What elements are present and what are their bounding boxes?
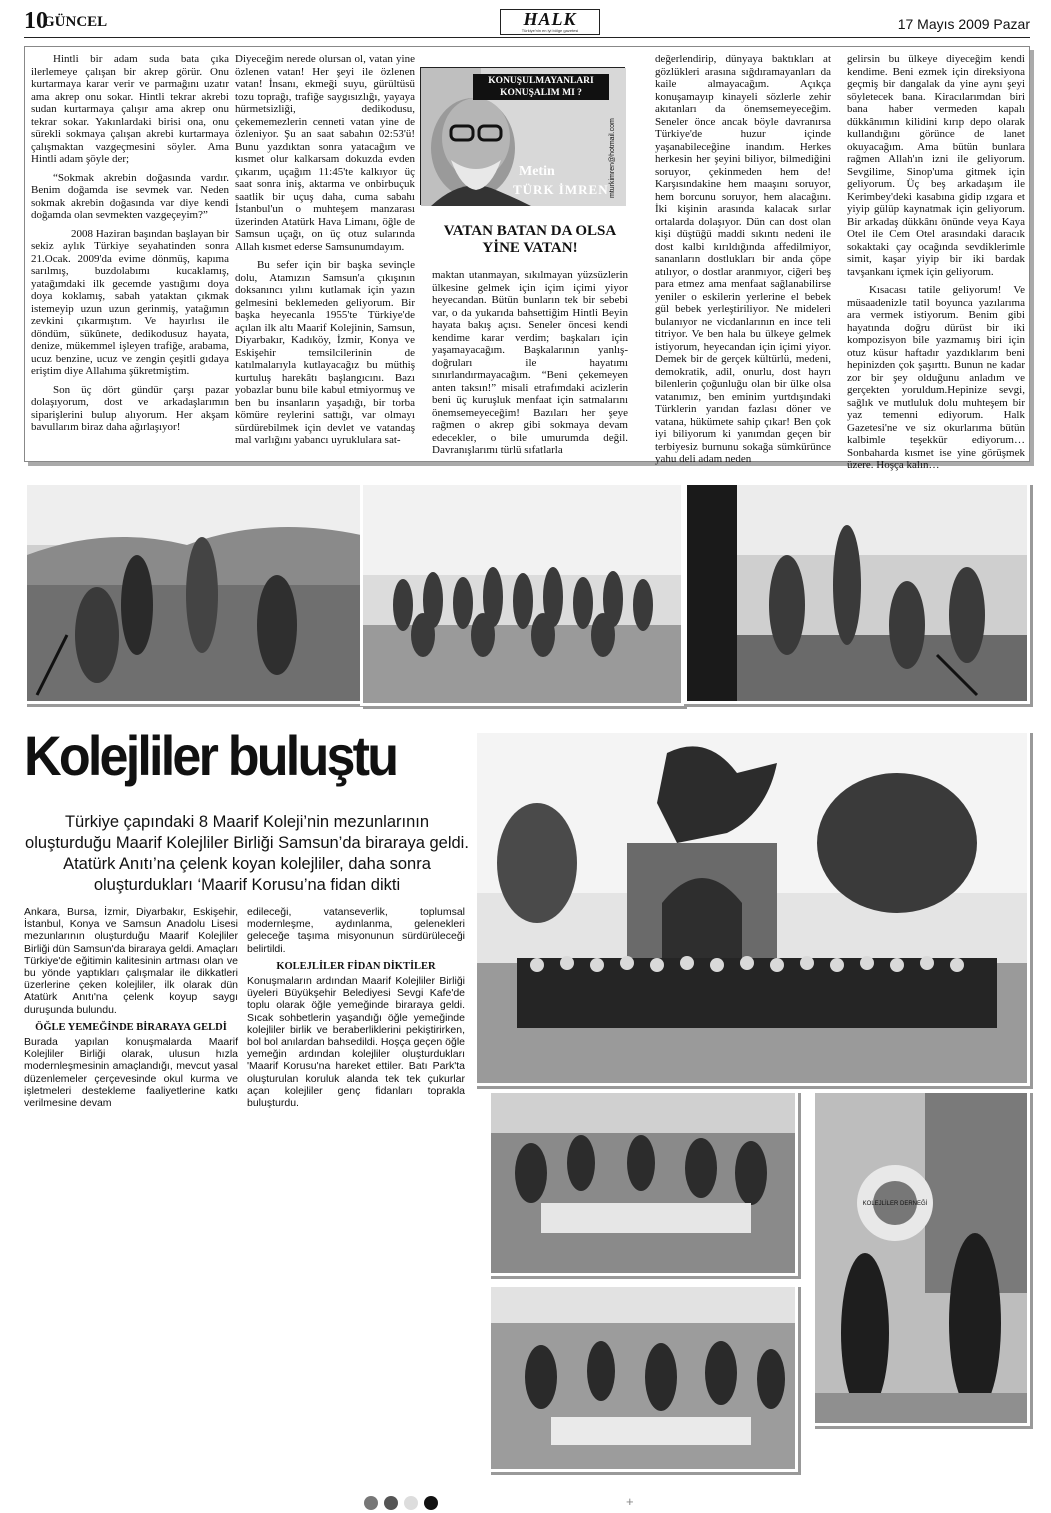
logo-name: HALK — [523, 9, 577, 29]
section-name: GÜNCEL — [43, 14, 108, 30]
paragraph: Kısacası tatile geliyorum! Ve müsaadenizle tatil boyunca yazılarıma ara vermek istiyorum. Benim gibi hayatında doğru dürüst bir iki kompozisyon bile yazmamış biri için otuz küsur haftadır yazdıklarım beni hepinizden çok şaşırttı. Bunun ne kadar zor bir şey olduğunu anladım ve gerçekten yoruldum.Hepinize sevgi, sağlık ve mutluluk dolu muhteşem bir yaz temenni ediyorum. Halk Gazetesi'ne ve siz okurlarıma bütün kalbimle teşekkür ediyorum… Sonbaharda kısmet ise yine görüşmek üzere. Hoşça kalın… — [847, 284, 1025, 471]
paragraph: Konuşmaların ardından Maarif Kolejliler Birliği üyeleri Büyükşehir Belediyesi Sevgi Kafe'de toplu olarak öğle yemeğinde biraraya geldi. Sıcak sohbetlerin yaşandığı öğle yemeğinde kolejliler birlik ve beraberliklerini pekiştirirken, bol bol anılardan bahsedildi. Hoşça geçen öğle yemeğin ardından kolejliler oluşturdukları 'Maarif Korusu'na hareket ettiler. Batı Park'ta oluşturulan koruluk alanda tek tek çukurlar açan kolejliler genç fidanları toprakla buluşturdu. — [247, 975, 465, 1110]
paragraph: Burada yapılan konuşmalarda Maarif Kolejliler Birliği olarak, ulusun hızla modernleşmesinin amaçlandığı, mevcut yasal düzenlemeler çerçevesinde okul kurma ve işletmeleri destekleme faaliyetlerine katkı verilmesine devam — [24, 1036, 238, 1110]
subsection-heading: KOLEJLİLER FİDAN DİKTİLER — [276, 960, 436, 972]
author-last-name: TÜRK İMREN — [513, 182, 609, 197]
dot — [424, 1496, 438, 1510]
paragraph: Hintli bir adam suda bata çıka ilerlemeye çalışan bir akrep görür. Onu kurtarmaya karar verir ve parmağını uzatır ama akrep onu sokar. Hintli tekrar akrebi sudan kurtarmaya çalışır ama akrep onu tekrar sokar. Yakınlardaki birisi ona, onu sürekli sokmaya çalışan akrebi kurtarmaya çalışmaktan vazgeçmesini söyler. Ama Hintli adam şöyle der; — [31, 53, 229, 165]
page-header — [24, 8, 1030, 38]
paragraph: değerlendirip, dünyaya baktıkları at gözlükleri arasına sığdıramayanları da kaile almayacağım. Açıkça konuşamayıp kinayeli sözlerle zehir akıtanları da önemsemeyeceğim. Seneler önce ancak böyle davranırsa Türkiye'de huzur içinde yaşanabileceğine inandım. Herkes herkesin her şeyini biliyor, bilmediğini soruyor, çekinmeden hem de! Karşısındakine hem maaşını soruyor, hem borcunu soruyor, hem alacağını. İki kişinin arasında kalacak sırlar ortalarda dolaşıyor. Dün can dost olan kişi düştüğü maddi sıkıntı nedeni ile dost kalbi kırıldığında affedilmiyor, sananların dostlukları bir anda çöpe atılıyor, o dostlar aranmıyor, ciğeri beş para etmez ama menfaat sağlanabilirse yeniler o eskilerin yerlerine el bebek gül bebek yerleştiriliyor. Ne mideleri bulanıyor ne vicdanlarının en ince teli titriyor. Ve ben hala bu ülkeye gelmek istiyorum, heyecandan için içimi yiyor. Demek bir de gerçek kültürlü, medeni, demokratik, adil, onurlu, dost hayrı bilenlerin çoğunluğu olan bir ülke olsa vatanımız, ben eminim yurtdışındaki Türklerin yarıdan fazlası döner ve vatana, hükümete sahip çıkar! Ben çok iyi biliyorum ki yanımdan geçen bir terbiyesiz burnunu sokağa sümkürünce yahu deli adam neden — [655, 53, 831, 465]
article-column-1 — [24, 906, 238, 1113]
column-title: VATAN BATAN DA OLSA YİNE VATAN! — [443, 223, 617, 256]
photo-lunch-2 — [488, 1284, 798, 1472]
paragraph: edileceği, vatanseverlik, toplumsal modernleşme, aydınlanma, gelenekleri geleceğe taşıma misyonunun sürdürüleceği belirtildi. — [247, 906, 465, 955]
column-box — [24, 46, 1030, 471]
subsection-heading: ÖĞLE YEMEĞİNDE BİRARAYA GELDİ — [35, 1021, 227, 1033]
paragraph: 2008 Haziran başından başlayan bir sekiz aylık Türkiye seyahatinden sonra 21.Ocak. 2009'da evime dönmüş, kapıma sarılmış, buzdolabımı kucaklamış, yatağımdaki ilk gecemde yastığımı doya doya koklamış, sabah yataktan çıkmak istemeyip uzun uzun gerinmiş, yatağımın zevkini çıkarmıştım. Ve hayırlısı ile döndüm, sükûnete, dedikodusuz hayata, denize, mükemmel işleyen trafiğe, arabama, ucuz benzine, ucuz ve zengin çeşitli gıdaya eriştim diye Allahıma şükretmiştim. — [31, 227, 229, 377]
column-text-2 — [235, 53, 415, 453]
wreath-ribbon-text: KOLEJLİLER DERNEĞİ — [862, 1201, 928, 1207]
paragraph: gelirsin bu ülkeye diyeceğim kendi kendime. Beni ezmek için direksiyona geçmiş bir dangalak da yine aynı şeyi söyletecek bana. Kiracılarımdan biri bana haber vermeden kapalı dükkânımın kilidini kırıp depo olarak kullandığını görünce de lanet okuyacağım. Ama bütün bunlara rağmen Allah'ın izni ile geliyorum. Sevgilime, Sinop'uma gitmek için geliyorum. Üç beş arkadaşım ile Kerimbey'deki kasabına gidip ızgara et yiyip gülüp kaynatmak için geliyorum. Bir arkadaş dükkânı önünde veya Kaya Otel ile Cem Otel arasındaki daracık sokaktaki çay ocağında sevdiklerimle simit, kaşar yiyip bir iki bardak tavşankanı içmek için geliyorum. — [847, 53, 1025, 278]
article-headline: Kolejliler buluştu — [24, 724, 397, 787]
dot — [364, 1496, 378, 1510]
photo-group-waving — [360, 482, 684, 706]
column-text-4 — [655, 53, 831, 465]
author-first-name: Metin — [519, 164, 555, 179]
paragraph: Son üç dört gündür çarşı pazar dolaşıyorum, dost ve arkadaşlarımın siparişlerini bulup alıyorum. Her akşam bavullarım biraz daha ağırlaşıyor! — [31, 383, 229, 433]
paragraph: Bu sefer için bir başka sevinçle dolu, Atamızın Samsun'a çıkışının doksanıncı yılını kutlamak için yazın gelmesini beklemeden geliyorum. Bir başka heyecanla 1955'te Türkiye'de açılan ilk altı Maarif Kolejinin, Samsun, Diyarbakır, Kadıköy, İzmir, Konya ve Eskişehir temsilcilerinin de katılmalarıyla kutlayacağız bu müthiş kurtuluş harekâtı başlangıcını. Bazı yobazlar bunu bile kabul etmiyormuş ve ben bu insanların yaşadığı, bir torba kömüre reylerini sattığı, var olmayı sürdürebilmek için devlet ve vatandaş mal varlığını yabancı uyruklulara sat- — [235, 259, 415, 446]
dot — [384, 1496, 398, 1510]
issue-date: 17 Mayıs 2009 Pazar — [897, 16, 1030, 32]
paragraph: Diyeceğim nerede olursan ol, vatan yine özlenen vatan! Her şeyi ile özlenen vatan! İnsanı, ekmeği suyu, gürültüsü tozu toprağı, trafiğe saygısızlığı, yayaya hürmetsizliği, dedikodusu, çekememezlerin cenneti vatan yine de özleniyor. Şu an saat sabahın 02:53'ü! Bunu yazdıktan sonra yatacağım ve kısmet olur kalkarsam dokuzda evden çıkarım, uçağım 11:45'te kalkıyor üç saat sonra iniş, aktarma ve onbirbuçuk saatlik bir uçuş daha, cuma sabahı İstanbul'un o muhteşem manzarası üzerinden Atatürk Hava Limanı, öğle de Samsun uçağı, on üç otuz sularında Allah kısmet ederse Samsunumdayım. — [235, 53, 415, 253]
paragraph: maktan utanmayan, sıkılmayan yüzsüzlerin ülkesine gelmek için içim içimi yiyor heyecandan. Bütün bunların tek bir sebebi var, o da yukarıda bahsettiğim Hintli Beyin hayata bakış açısı. Seneler öncesi kendi kendime karar verdim; başkaları için yaşamayacağım. Başkalarının yanlış-doğruları ile hayatımı sınırlandırmayacağım. “Beni çekemeyen anten taksın!” misali etrafımdaki acizlerin beni üç kuruşluk menfaat için satmalarını önemsemeyeceğim! Bazıları her şeye rağmen o akrep gibi sokmaya devam edecekler, o bile umurumda değil. Davranışlarımı türlü sıfatlarla — [432, 269, 628, 456]
photo-tree-planting-2 — [684, 482, 1030, 704]
registration-mark: + — [626, 1494, 634, 1509]
page-number: 10 — [24, 8, 48, 34]
column-kicker: KONUŞULMAYANLARI KONUŞALIM MI ? — [473, 74, 609, 100]
logo-tagline: Türkiye'nin en iyi bölge gazetesi — [521, 28, 579, 33]
paragraph: Ankara, Bursa, İzmir, Diyarbakır, Eskişehir, İstanbul, Konya ve Samsun Anadolu Lisesi mezunlarının oluşturduğu Maarif Kolejliler Birliği dün Samsun'da biraraya geldi. Amaçları Türkiye'de eğitimin kalitesinin artması olan ve bu yönde yaptıkları çalışmalar ile dikkatleri üzerlerine çeken kolejliler, ilk olarak dün Atatürk Anıtı'na çelenk koyup saygı duruşunda bulundu. — [24, 906, 238, 1016]
article-column-2 — [247, 906, 465, 1113]
author-email: mturkimren@hotmail.com — [609, 118, 616, 198]
dot — [404, 1496, 418, 1510]
column-text-1 — [31, 53, 229, 453]
column-text-3 — [432, 269, 628, 456]
newspaper-logo — [500, 9, 600, 35]
photo-ataturk-monument-group — [474, 730, 1030, 1086]
paragraph: “Sokmak akrebin doğasında vardır. Benim doğamda ise sevmek var. Neden sokmak akrebin doğasında var diye kendi doğamda olan sevmekten vazgeçeyim?” — [31, 171, 229, 221]
photo-wreath-ceremony — [812, 1090, 1030, 1426]
photo-tree-planting-1 — [24, 482, 364, 704]
photo-lunch-1 — [488, 1090, 798, 1276]
article-subhead: Türkiye çapındaki 8 Maarif Koleji’nin mezunlarının oluşturduğu Maarif Kolejliler Birliği Samsun’da biraraya geldi. Atatürk Anıtı’na çelenk koyan kolejliler, daha sonra oluşturdukları ‘Maarif Korusu’na fidan dikti — [25, 813, 469, 894]
column-text-5 — [847, 53, 1025, 471]
author-portrait — [420, 67, 625, 205]
